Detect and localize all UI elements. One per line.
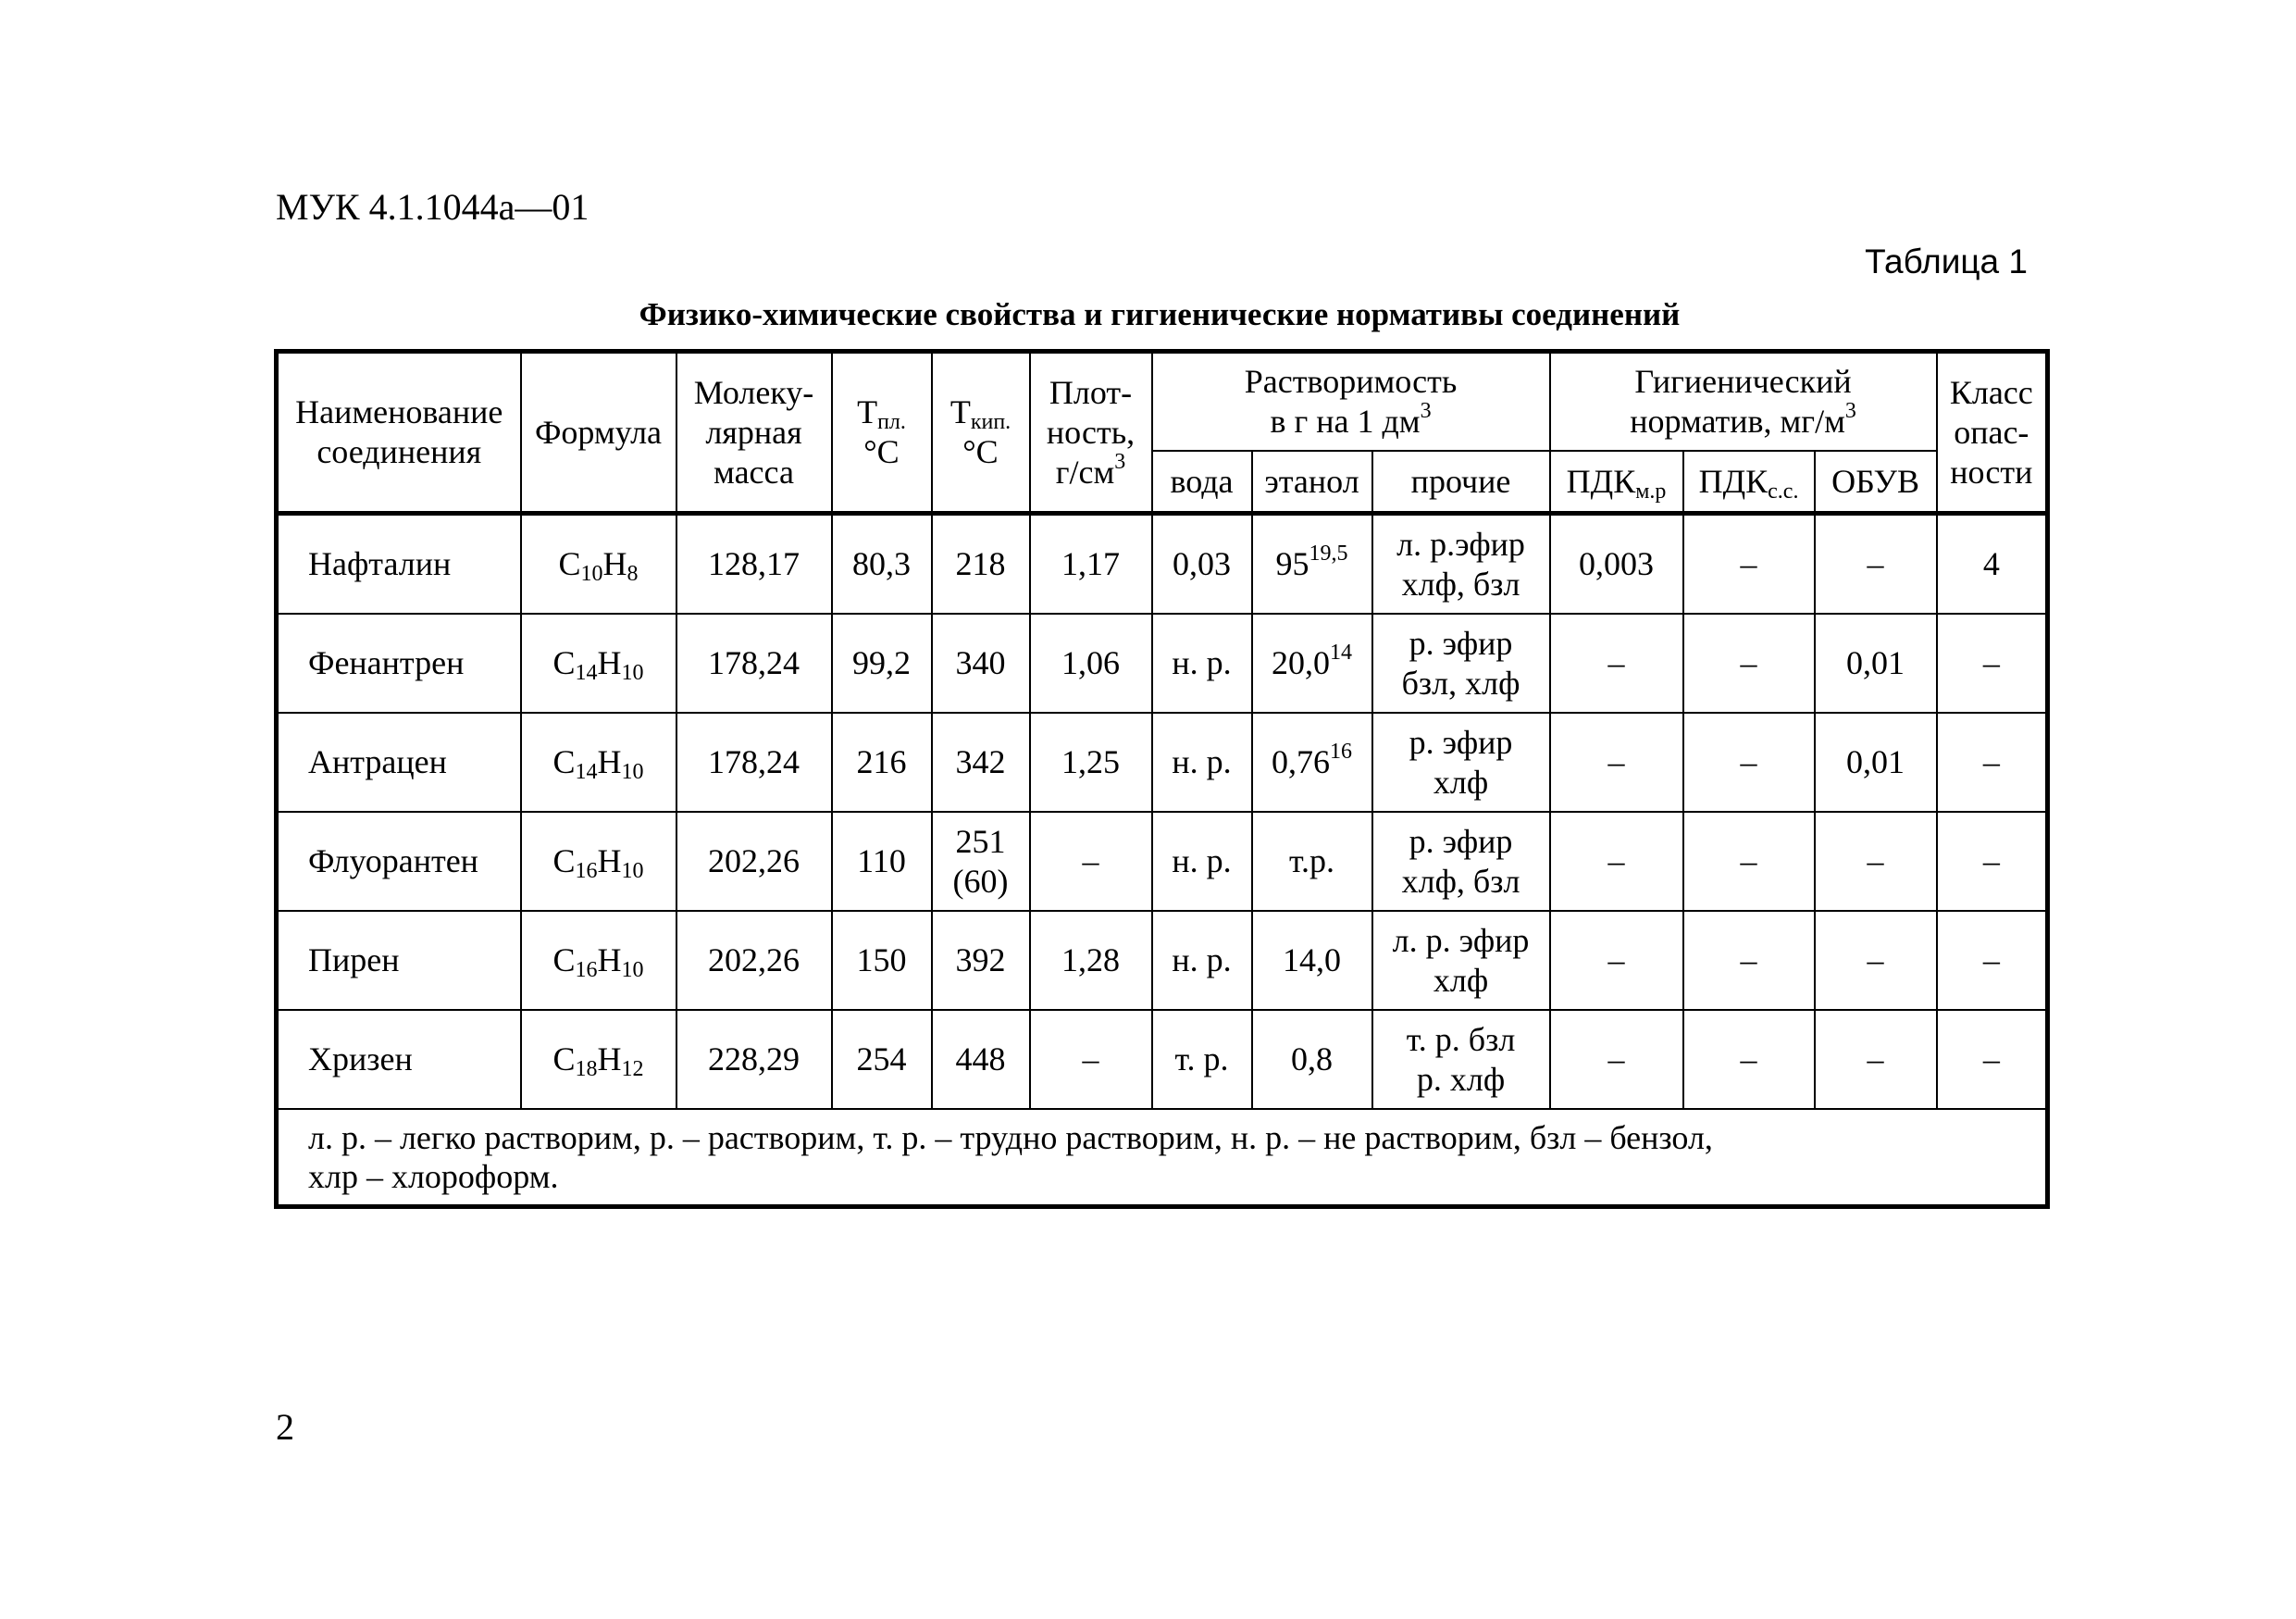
col-header-formula: Формула [521,352,676,514]
cell-melting-point: 150 [832,911,932,1010]
cell-formula: $C_{18}H_{12}$ [521,1010,676,1109]
cell-density: 1,25 [1030,713,1152,812]
col-header-ethanol: этанол [1252,451,1372,514]
cell-pdk-mr: – [1550,1010,1683,1109]
cell-melting-point: 110 [832,812,932,911]
col-header-density: Плот- ность, $г/см^3$ [1030,352,1152,514]
cell-pdk-mr: 0,003 [1550,514,1683,615]
properties-table [274,349,2050,1209]
cell-name: Нафталин [277,514,521,615]
cell-boiling-point: 448 [932,1010,1030,1109]
cell-pdk-ss: – [1683,614,1815,713]
cell-ethanol: 20,0$^{14}$ [1252,614,1372,713]
col-header-hazard-class: Класс опас- ности [1937,352,2048,514]
cell-pdk-ss: – [1683,1010,1815,1109]
col-header-melting-point: $T_{пл.}$ °C [832,352,932,514]
cell-formula: $C_{14}H_{10}$ [521,713,676,812]
cell-density: 1,28 [1030,911,1152,1010]
cell-pdk-mr: – [1550,911,1683,1010]
cell-boiling-point: 251 (60) [932,812,1030,911]
cell-pdk-mr: – [1550,713,1683,812]
cell-melting-point: 254 [832,1010,932,1109]
cell-pdk-ss: – [1683,514,1815,615]
table-title: Физико-химические свойства и гигиенические нормативы соединений [639,296,1681,332]
cell-molar-mass: 128,17 [676,514,832,615]
cell-water: н. р. [1152,911,1252,1010]
cell-pdk-mr: – [1550,614,1683,713]
table-row [277,1010,2048,1109]
cell-boiling-point: 342 [932,713,1030,812]
document-code: МУК 4.1.1044а—01 [276,186,590,228]
cell-obuv: – [1815,812,1937,911]
cell-water: т. р. [1152,1010,1252,1109]
cell-hazard-class: 4 [1937,514,2048,615]
cell-density: 1,17 [1030,514,1152,615]
table-footnote [277,1109,2048,1207]
table-number: Таблица 1 [1865,243,2028,280]
cell-ethanol: 0,76$^{16}$ [1252,713,1372,812]
cell-molar-mass: 202,26 [676,812,832,911]
cell-pdk-ss: – [1683,812,1815,911]
cell-water: н. р. [1152,614,1252,713]
col-header-molar-mass: Молеку- лярная масса [676,352,832,514]
cell-molar-mass: 228,29 [676,1010,832,1109]
cell-ethanol: 0,8 [1252,1010,1372,1109]
cell-water: 0,03 [1152,514,1252,615]
col-header-solubility: Растворимость в г на 1 $дм^3$ [1152,352,1550,452]
col-header-name: Наименование соединения [277,352,521,514]
cell-other: л. р.эфир хлф, бзл [1372,514,1550,615]
footnote-line: хлр – хлороформ. [308,1158,559,1195]
col-header-hygiene-norm: Гигиенический норматив, $мг/м^3$ [1550,352,1937,452]
cell-other: р. эфир бзл, хлф [1372,614,1550,713]
cell-other: р. эфир хлф, бзл [1372,812,1550,911]
cell-melting-point: 99,2 [832,614,932,713]
cell-obuv: – [1815,1010,1937,1109]
page-number: 2 [276,1406,294,1448]
cell-ethanol: т.р. [1252,812,1372,911]
cell-water: н. р. [1152,812,1252,911]
cell-other: т. р. бзл р. хлф [1372,1010,1550,1109]
cell-formula: $C_{16}H_{10}$ [521,812,676,911]
table-row [277,514,2048,615]
cell-boiling-point: 340 [932,614,1030,713]
col-header-pdk-mr: $ПДК_{м.р}$ [1550,451,1683,514]
footnote-line: л. р. – легко растворим, р. – растворим, т. р. – трудно растворим, н. р. – не растворим, бзл – бензол, [308,1119,1713,1156]
cell-other: л. р. эфир хлф [1372,911,1550,1010]
cell-formula: $C_{16}H_{10}$ [521,911,676,1010]
cell-melting-point: 80,3 [832,514,932,615]
cell-pdk-ss: – [1683,911,1815,1010]
cell-ethanol: 14,0 [1252,911,1372,1010]
table-row [277,713,2048,812]
cell-obuv: 0,01 [1815,614,1937,713]
cell-name: Пирен [277,911,521,1010]
cell-obuv: – [1815,911,1937,1010]
table-body [277,514,2048,1207]
cell-hazard-class: – [1937,812,2048,911]
cell-obuv: 0,01 [1815,713,1937,812]
cell-pdk-ss: – [1683,713,1815,812]
cell-formula: $C_{10}H_8$ [521,514,676,615]
cell-formula: $C_{14}H_{10}$ [521,614,676,713]
cell-other: р. эфир хлф [1372,713,1550,812]
col-header-water: вода [1152,451,1252,514]
col-header-obuv: ОБУВ [1815,451,1937,514]
cell-melting-point: 216 [832,713,932,812]
cell-hazard-class: – [1937,911,2048,1010]
cell-ethanol: 95$^{19,5}$ [1252,514,1372,615]
cell-molar-mass: 178,24 [676,614,832,713]
col-header-pdk-ss: $ПДК_{с.с.}$ [1683,451,1815,514]
cell-density: 1,06 [1030,614,1152,713]
table-row [277,614,2048,713]
cell-pdk-mr: – [1550,812,1683,911]
table-row [277,812,2048,911]
col-header-other: прочие [1372,451,1550,514]
cell-boiling-point: 218 [932,514,1030,615]
cell-hazard-class: – [1937,1010,2048,1109]
cell-boiling-point: 392 [932,911,1030,1010]
cell-molar-mass: 202,26 [676,911,832,1010]
col-header-boiling-point: $T_{кип.}$ °C [932,352,1030,514]
cell-name: Флуорантен [277,812,521,911]
cell-name: Хризен [277,1010,521,1109]
table-row [277,911,2048,1010]
cell-density: – [1030,1010,1152,1109]
cell-density: – [1030,812,1152,911]
cell-molar-mass: 178,24 [676,713,832,812]
cell-obuv: – [1815,514,1937,615]
cell-hazard-class: – [1937,614,2048,713]
cell-water: н. р. [1152,713,1252,812]
cell-name: Фенантрен [277,614,521,713]
cell-name: Антрацен [277,713,521,812]
cell-hazard-class: – [1937,713,2048,812]
